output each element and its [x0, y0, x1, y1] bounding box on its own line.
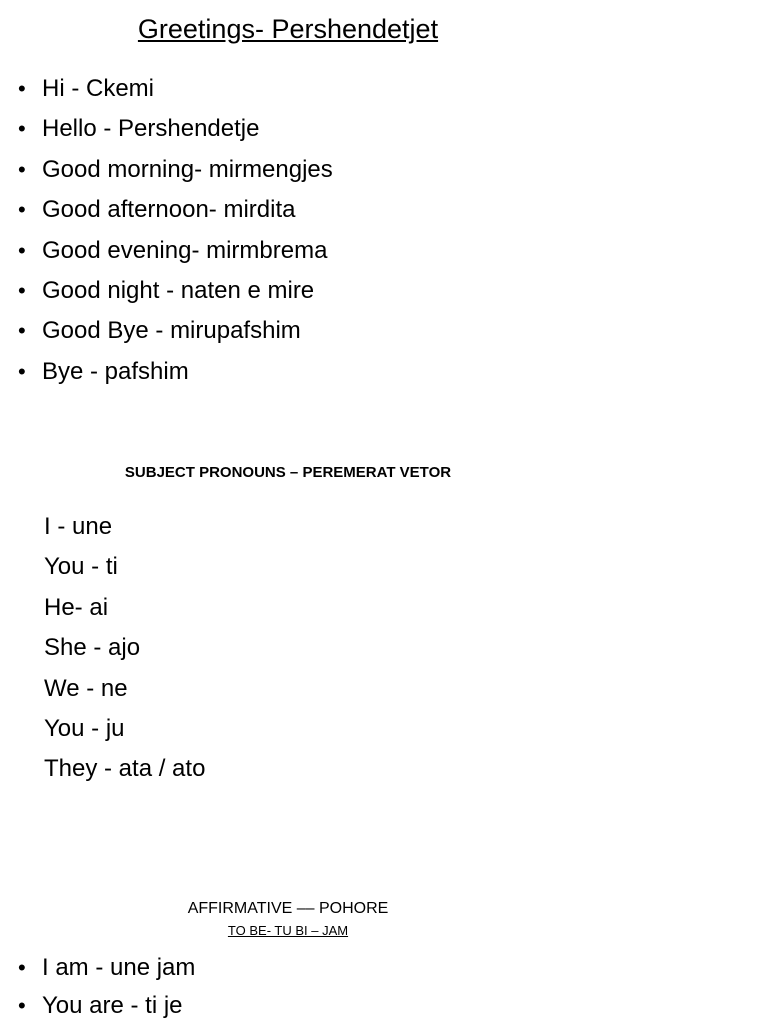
list-item-text: Bye - pafshim — [42, 357, 189, 385]
list-item-text: Good morning- mirmengjes — [42, 155, 333, 183]
list-item-text: Hello - Pershendetje — [42, 115, 260, 143]
list-item-text: Good Bye - mirupafshim — [42, 317, 301, 345]
bullet-icon: • — [18, 237, 26, 263]
list-item-text: You are - ti je — [42, 992, 183, 1019]
list-item-text: Good evening- mirmbrema — [42, 236, 328, 264]
bullet-icon: • — [18, 318, 26, 344]
bullet-icon: • — [18, 277, 26, 303]
list-item — [18, 274, 333, 314]
list-item — [18, 72, 333, 112]
bullet-icon: • — [18, 358, 26, 384]
list-item — [18, 234, 333, 274]
bullet-icon: • — [18, 993, 26, 1018]
list-item-text: Hi - Ckemi — [42, 75, 154, 102]
list-item: I - une — [44, 513, 113, 540]
bullet-icon: • — [18, 955, 26, 980]
bullet-icon: • — [18, 197, 26, 223]
list-item: She - ajo — [44, 634, 141, 662]
bullet-icon: • — [18, 116, 26, 142]
bullet-icon: • — [18, 156, 26, 182]
list-item — [18, 355, 333, 395]
bullet-icon: • — [18, 76, 26, 101]
list-item-text: Good afternoon- mirdita — [42, 196, 296, 224]
greetings-list — [18, 72, 333, 395]
list-item — [18, 112, 333, 152]
list-item — [18, 990, 195, 1028]
list-item: You - ti — [44, 553, 118, 581]
list-item — [18, 153, 333, 193]
list-item-text: Good night - naten e mire — [42, 276, 315, 304]
pronouns-list — [44, 510, 205, 793]
list-item: They - ata / ato — [44, 755, 206, 783]
pronouns-title: SUBJECT PRONOUNS – PEREMERAT VETOR — [124, 464, 452, 481]
greetings-title: Greetings- Pershendetjet — [137, 14, 439, 44]
affirmative-title: AFFIRMATIVE –– POHORE — [187, 900, 389, 917]
list-item — [18, 952, 195, 990]
affirmative-list — [18, 952, 195, 1028]
list-item — [18, 314, 333, 354]
list-item: He- ai — [44, 593, 109, 621]
list-item — [18, 193, 333, 233]
list-item-text: I am - une jam — [42, 954, 196, 981]
list-item: We - ne — [44, 674, 128, 702]
affirmative-subtitle: TO BE- TU BI – JAM — [227, 923, 349, 938]
list-item: You - ju — [44, 714, 125, 742]
